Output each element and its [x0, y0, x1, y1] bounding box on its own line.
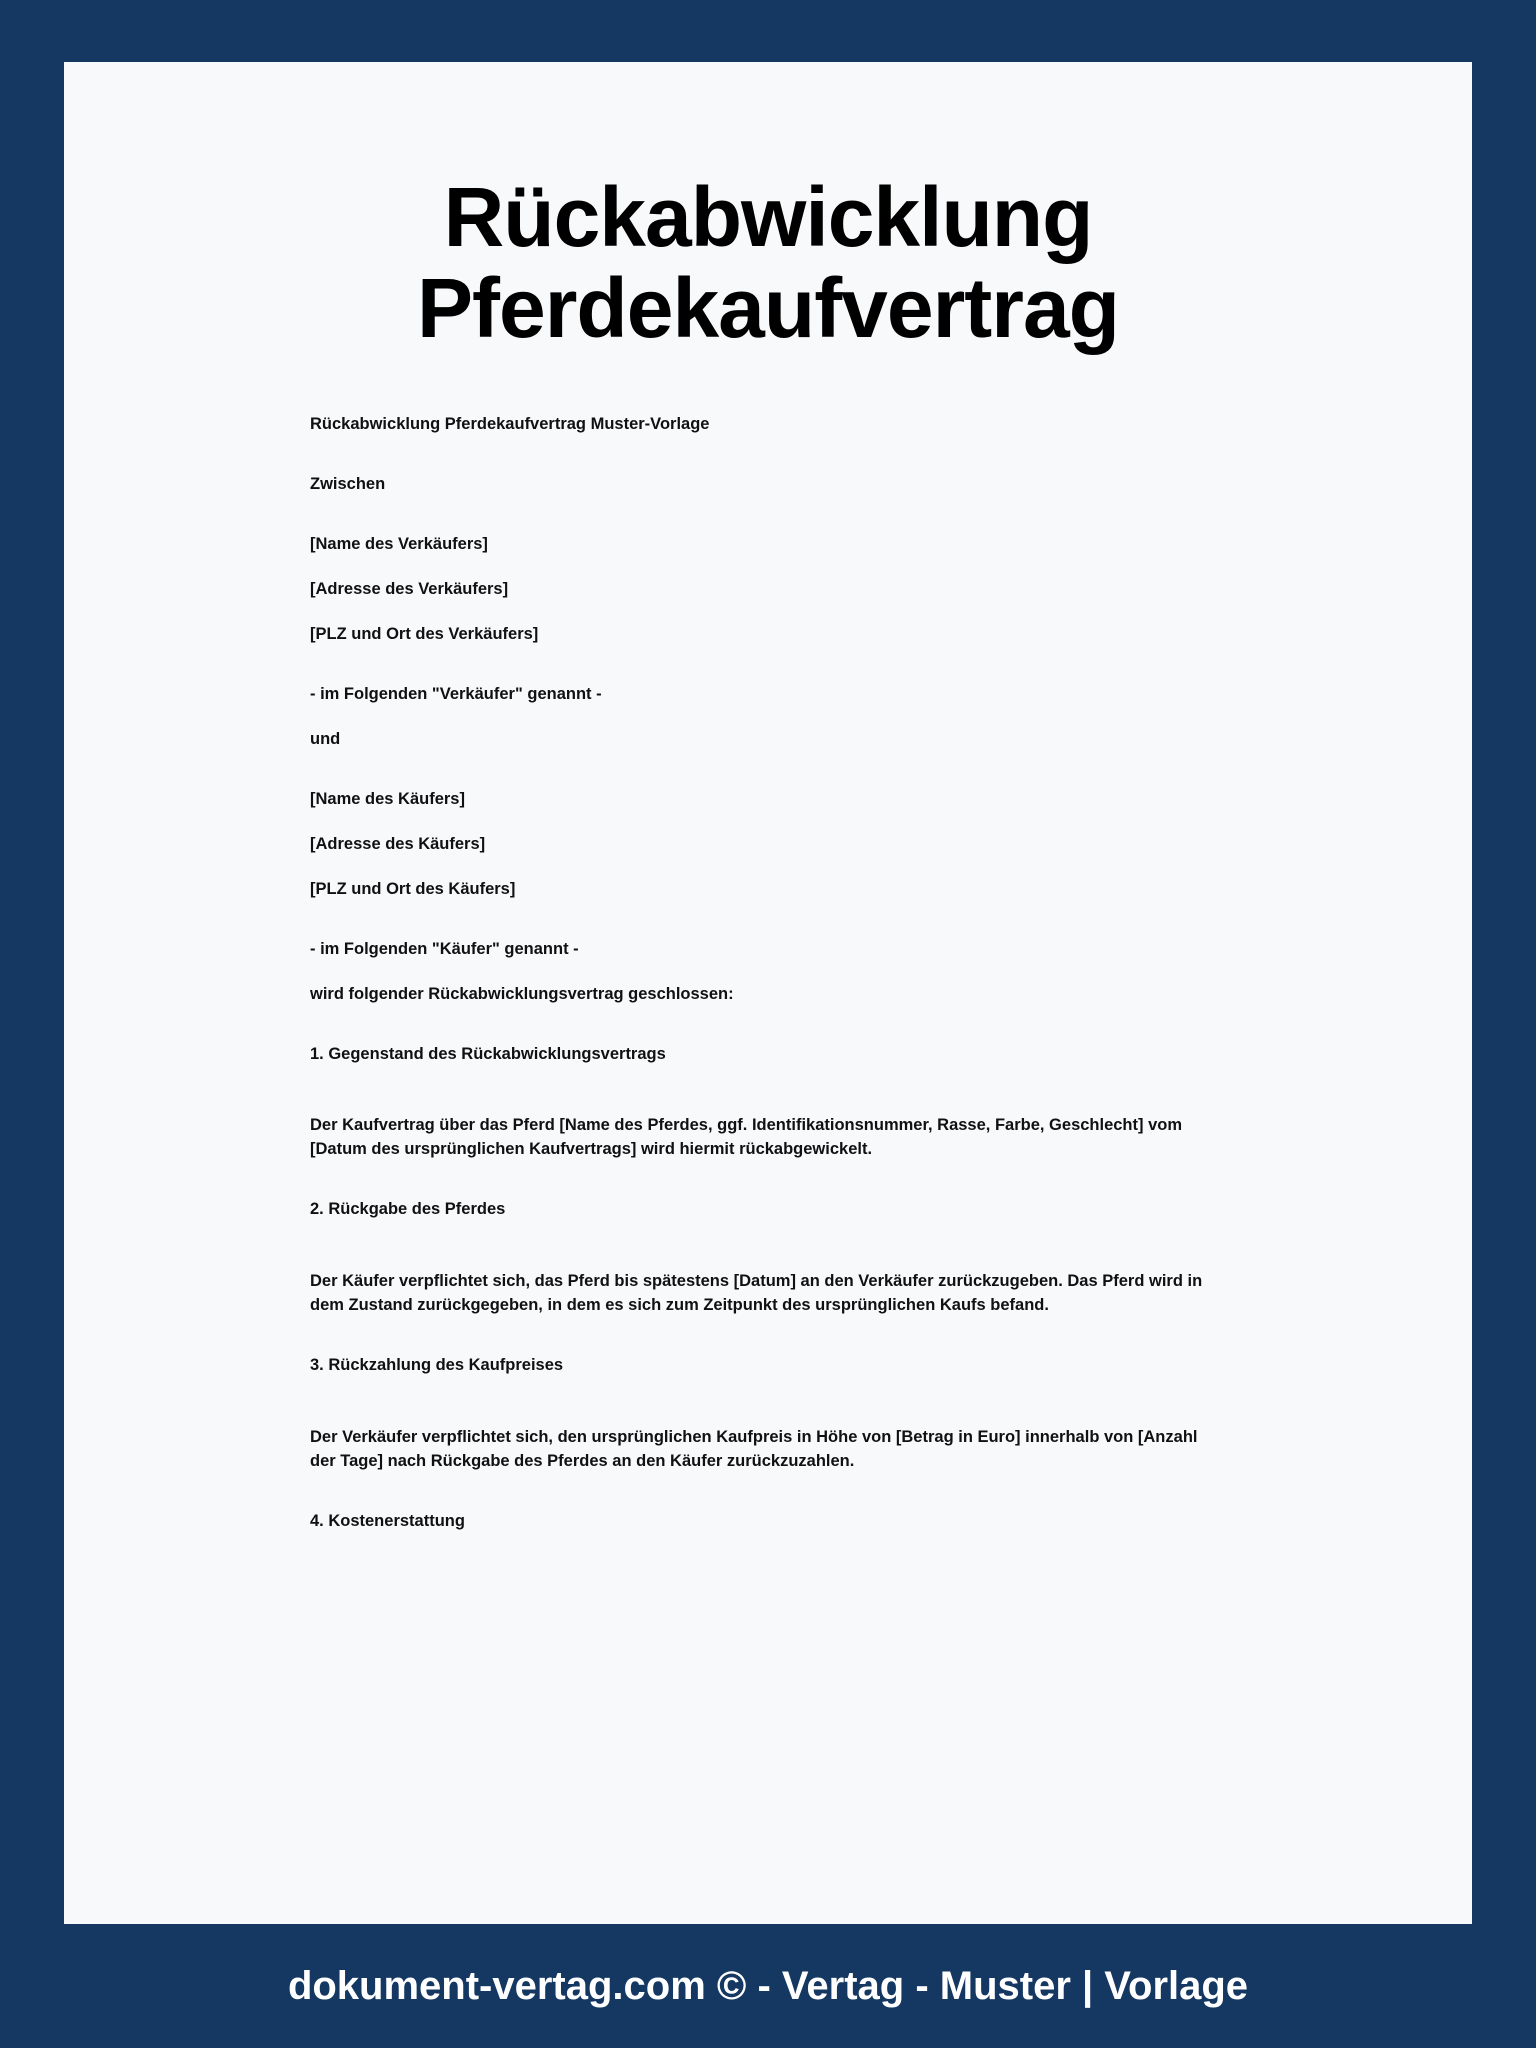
paragraph-section-3-body: Der Verkäufer verpflichtet sich, den ursprünglichen Kaufpreis in Höhe von [Betrag in Euro] innerhalb von [Anzahl der Tage] nach Rückgabe des Pferdes an den Käufer zurückzuzahlen.: [310, 1427, 1198, 1470]
heading-section-3: 3. Rückzahlung des Kaufpreises: [310, 1356, 564, 1375]
paragraph-zwischen: Zwischen: [310, 475, 386, 494]
paragraph-buyer-name: [Name des Käufers]: [310, 789, 465, 808]
page-title: Rückabwicklung Pferdekaufvertrag: [417, 170, 1119, 355]
spacer: [310, 1222, 1226, 1270]
spacer: [310, 752, 1226, 788]
paragraph-buyer-address: [Adresse des Käufers]: [310, 834, 486, 853]
paragraph-subtitle: Rückabwicklung Pferdekaufvertrag Muster-Vorlage: [310, 415, 710, 434]
spacer: [310, 1378, 1226, 1426]
spacer: [310, 557, 1226, 578]
spacer: [310, 812, 1226, 833]
spacer: [310, 437, 1226, 473]
document-body: [64, 353, 1472, 1533]
spacer: [310, 602, 1226, 623]
document-sheet: [64, 62, 1472, 1924]
paragraph-seller-designation: - im Folgenden "Verkäufer" genannt -: [310, 685, 602, 704]
footer-bar: [0, 1924, 1536, 2048]
heading-section-1: 1. Gegenstand des Rückabwicklungsvertrags: [310, 1044, 666, 1063]
spacer: [310, 707, 1226, 728]
paragraph-und: und: [310, 729, 341, 748]
spacer: [310, 1318, 1226, 1354]
spacer: [310, 962, 1226, 983]
spacer: [310, 497, 1226, 533]
paragraph-contract-intro: wird folgender Rückabwicklungsvertrag geschlossen:: [310, 984, 734, 1003]
paragraph-section-2-body: Der Käufer verpflichtet sich, das Pferd bis spätestens [Datum] an den Verkäufer zurückzugeben. Das Pferd wird in dem Zustand zurückgegeben, in dem es sich zum Zeitpunkt des ursprünglichen Kaufs befand.: [310, 1272, 1203, 1315]
heading-section-4: 4. Kostenerstattung: [310, 1511, 465, 1530]
spacer: [310, 902, 1226, 938]
spacer: [310, 857, 1226, 878]
paragraph-buyer-designation: - im Folgenden "Käufer" genannt -: [310, 939, 579, 958]
paragraph-seller-city: [PLZ und Ort des Verkäufers]: [310, 625, 539, 644]
heading-section-2: 2. Rückgabe des Pferdes: [310, 1200, 506, 1219]
paragraph-seller-address: [Adresse des Verkäufers]: [310, 580, 509, 599]
paragraph-seller-name: [Name des Verkäufers]: [310, 535, 488, 554]
paragraph-buyer-city: [PLZ und Ort des Käufers]: [310, 879, 516, 898]
spacer: [310, 1474, 1226, 1510]
spacer: [310, 1007, 1226, 1043]
spacer: [310, 1162, 1226, 1198]
paragraph-section-1-body: Der Kaufvertrag über das Pferd [Name des Pferdes, ggf. Identifikationsnummer, Rasse, Farbe, Geschlecht] vom [Datum des ursprünglichen Kaufvertrags] wird hiermit rückabgewickelt.: [310, 1116, 1183, 1159]
footer-watermark: dokument-vertag.com © - Vertag - Muster | Vorlage: [287, 1963, 1249, 2008]
spacer: [310, 1066, 1226, 1114]
spacer: [310, 647, 1226, 683]
